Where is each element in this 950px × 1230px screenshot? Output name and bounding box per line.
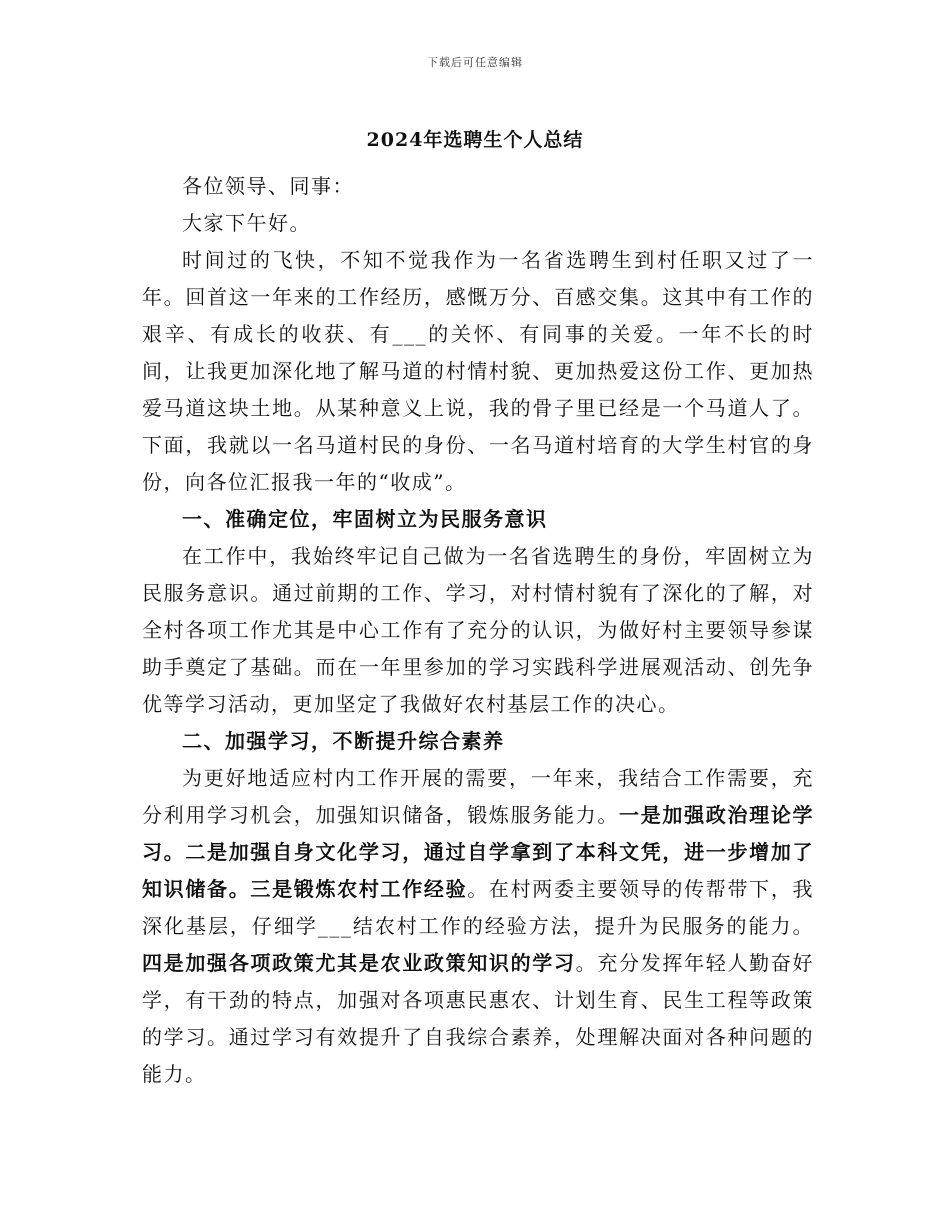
paragraph-text: 为更好地适应村内工作开展的需要，一年来，我结合工作需要，充分利用学习机会，加强知识储备，锻炼服务能力。	[142, 766, 814, 827]
section-paragraph-2	[142, 760, 814, 1093]
header-note: 下载后可任意编辑	[427, 56, 523, 69]
page-title: 2024年选聘生个人总结	[366, 129, 584, 151]
paragraph-text: 。在村两委主要领导的传帮带下，我深化基层，仔细学___结农村工作的经验方法，提升为民服务的能力。	[142, 877, 814, 938]
section-heading-1: 一、准确定位，牢固树立为民服务意识	[182, 507, 548, 531]
greeting: 各位领导、同事：	[182, 174, 354, 198]
salutation: 大家下午好。	[182, 211, 311, 235]
bold-emphasis: 四是加强各项政策尤其是农业政策知识的学习	[142, 951, 576, 975]
section-heading-2: 二、加强学习，不断提升综合素养	[182, 729, 505, 753]
paragraph-text: 。充分发挥年轻人勤奋好学，有干劲的特点，加强对各项惠民惠农、计划生育、民生工程等政策的学习。通过学习有效提升了自我综合素养，处理解决面对各种问题的能力。	[142, 951, 815, 1086]
intro-paragraph: 时间过的飞快，不知不觉我作为一名省选聘生到村任职又过了一年。回首这一年来的工作经历，感慨万分、百感交集。这其中有工作的艰辛、有成长的收获、有___的关怀、有同事的关爱。一年不长的时间，让我更加深化地了解马道的村情村貌、更加热爱这份工作、更加热爱马道这块土地。从某种意义上说，我的骨子里已经是一个马道人了。下面，我就以一名马道村民的身份、一名马道村培育的大学生村官的身份，向各位汇报我一年的“收成”。	[142, 248, 814, 494]
section-paragraph-1: 在工作中，我始终牢记自己做为一名省选聘生的身份，牢固树立为民服务意识。通过前期的工作、学习，对村情村貌有了深化的了解，对全村各项工作尤其是中心工作有了充分的认识，为做好村主要领导参谋助手奠定了基础。而在一年里参加的学习实践科学进展观活动、创先争优等学习活动，更加坚定了我做好农村基层工作的决心。	[142, 544, 814, 716]
bold-emphasis: 一是加强政治理论学习。二是加强自身文化学习，通过自学拿到了本科文凭，进一步增加了知识储备。三是锻炼农村工作经验	[142, 803, 815, 901]
document-body	[142, 168, 814, 1093]
